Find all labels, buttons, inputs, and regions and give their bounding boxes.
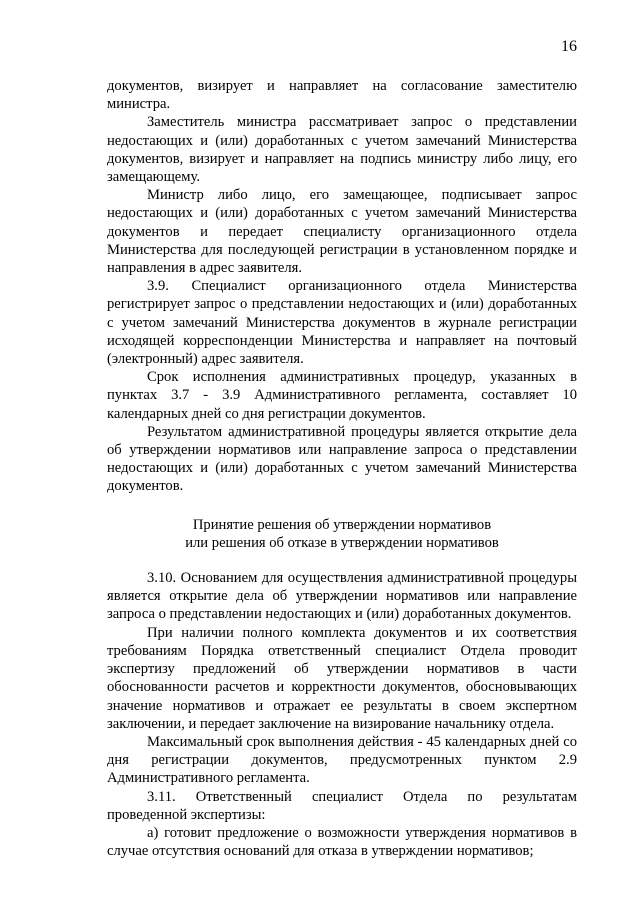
paragraph: Результатом административной процедуры является открытие дела об утверждении нормативов или направление запроса о представлении недостающих и (или) доработанных с учетом замечаний Министерства документов. <box>107 423 577 495</box>
paragraphs-top <box>107 77 577 496</box>
page-number: 16 <box>561 38 577 55</box>
paragraphs-bottom <box>107 569 577 860</box>
paragraph: При наличии полного комплекта документов и их соответствия требованиям Порядка ответственный специалист Отдела проводит экспертизу предложений об утверждении нормативов в части обоснованности расчетов и корректности документов, обосновывающих значение нормативов и отражает ее результаты в своем экспертном заключении, и передает заключение на визирование начальнику отдела. <box>107 624 577 732</box>
paragraph: а) готовит предложение о возможности утверждения нормативов в случае отсутствия оснований для отказа в утверждении нормативов; <box>107 824 577 860</box>
paragraph: Заместитель министра рассматривает запрос о представлении недостающих и (или) доработанных с учетом замечаний Министерства документов, визирует и направляет на подпись министру либо лицу, его замещающему. <box>107 114 577 186</box>
document-body <box>107 77 577 860</box>
paragraph: Максимальный срок выполнения действия - 45 календарных дней со дня регистрации документов, предусмотренных пунктом 2.9 Административного регламента. <box>107 733 577 787</box>
paragraph: документов, визирует и направляет на согласование заместителю министра. <box>107 78 577 113</box>
paragraph: 3.10. Основанием для осуществления административной процедуры является открытие дела об утверждении нормативов или направление запроса о представлении недостающих и (или) доработанных документов. <box>107 570 577 623</box>
section-heading-line-1: Принятие решения об утверждении нормативов <box>192 516 492 533</box>
paragraph: 3.11. Ответственный специалист Отдела по результатам проведенной экспертизы: <box>107 788 577 823</box>
paragraph: Министр либо лицо, его замещающее, подписывает запрос недостающих и (или) доработанных с учетом замечаний Министерства документов и передает специалисту организационного отдела Министерства для последующей регистрации в установленном порядке и направления в адрес заявителя. <box>107 187 577 277</box>
section-heading <box>107 516 577 552</box>
paragraph: 3.9. Специалист организационного отдела Министерства регистрирует запрос о представлении недостающих и (или) доработанных с учетом замечаний Министерства документов в журнале регистрации исходящей корреспонденции Министерства и направляет на почтовый (электронный) адрес заявителя. <box>107 278 577 368</box>
section-heading-line-2: или решения об отказе в утверждении нормативов <box>185 534 499 551</box>
paragraph: Срок исполнения административных процедур, указанных в пунктах 3.7 - 3.9 Административного регламента, составляет 10 календарных дней со дня регистрации документов. <box>107 369 577 422</box>
